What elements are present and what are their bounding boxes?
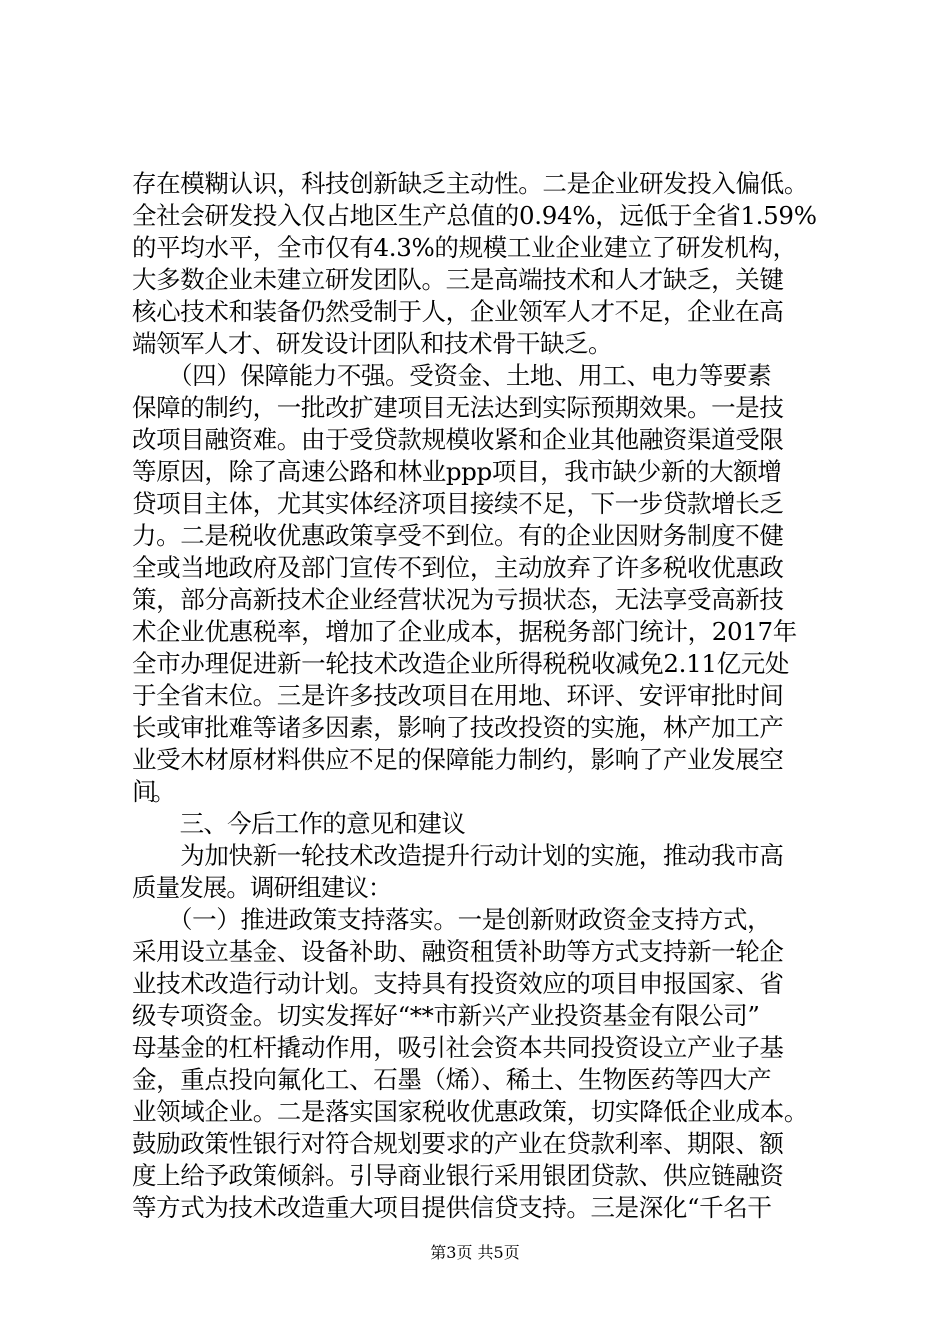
text-line: 质量发展。调研组建议： bbox=[132, 873, 392, 902]
text-line: 等方式为技术改造重大项目提供信贷支持。三是深化“千名干 bbox=[132, 1193, 772, 1222]
text-line: 鼓励政策性银行对符合规划要求的产业在贷款利率、期限、额 bbox=[132, 1129, 784, 1158]
text-line: 核心技术和装备仍然受制于人，企业领军人才不足，企业在高 bbox=[132, 297, 784, 326]
text-line: 业领域企业。二是落实国家税收优惠政策，切实降低企业成本。 bbox=[132, 1097, 808, 1126]
text-line: 长或审批难等诸多因素，影响了技改投资的实施，林产加工产 bbox=[132, 713, 784, 742]
text-line: 的平均水平，全市仅有4.3%的规模工业企业建立了研发机构， bbox=[132, 233, 797, 262]
text-line: 度上给予政策倾斜。引导商业银行采用银团贷款、供应链融资 bbox=[132, 1161, 784, 1190]
text-line: 级专项资金。切实发挥好“**市新兴产业投资基金有限公司” bbox=[132, 1001, 760, 1030]
text-line: 为加快新一轮技术改造提升行动计划的实施，推动我市高 bbox=[132, 841, 784, 870]
text-line: 业技术改造行动计划。支持具有投资效应的项目申报国家、省 bbox=[132, 969, 784, 998]
text-line: 保障的制约，一批改扩建项目无法达到实际预期效果。一是技 bbox=[132, 393, 784, 422]
text-line: 改项目融资难。由于受贷款规模收紧和企业其他融资渠道受限 bbox=[132, 425, 784, 454]
page-footer: 第3页 共5页 bbox=[430, 1243, 520, 1262]
text-line: 于全省末位。三是许多技改项目在用地、环评、安评审批时间 bbox=[132, 681, 784, 710]
text-line: 全社会研发投入仅占地区生产总值的0.94%，远低于全省1.59% bbox=[132, 201, 817, 230]
text-line: 母基金的杠杆撬动作用，吸引社会资本共同投资设立产业子基 bbox=[132, 1033, 784, 1062]
text-line: 金，重点投向氟化工、石墨（烯）、稀土、生物医药等四大产 bbox=[132, 1065, 772, 1094]
text-line: （四）保障能力不强。受资金、土地、用工、电力等要素 bbox=[132, 361, 772, 390]
text-line: 贷项目主体，尤其实体经济项目接续不足，下一步贷款增长乏 bbox=[132, 489, 784, 518]
text-line: 端领军人才、研发设计团队和技术骨干缺乏。 bbox=[132, 329, 612, 358]
text-line: 术企业优惠税率，增加了企业成本，据税务部门统计，2017年 bbox=[132, 617, 797, 646]
text-line: 业受木材原材料供应不足的保障能力制约，影响了产业发展空 bbox=[132, 745, 784, 774]
text-line: （一）推进政策支持落实。一是创新财政资金支持方式， bbox=[132, 905, 772, 934]
text-line: 采用设立基金、设备补助、融资租赁补助等方式支持新一轮企 bbox=[132, 937, 784, 966]
text-line: 存在模糊认识，科技创新缺乏主动性。二是企业研发投入偏低。 bbox=[132, 169, 808, 198]
text-line: 三、今后工作的意见和建议 bbox=[132, 809, 465, 838]
text-line: 间。 bbox=[132, 777, 171, 806]
text-line: 策，部分高新技术企业经营状况为亏损状态，无法享受高新技 bbox=[132, 585, 784, 614]
text-line: 全市办理促进新一轮技术改造企业所得税税收减免2.11亿元处 bbox=[132, 649, 790, 678]
text-line: 大多数企业未建立研发团队。三是高端技术和人才缺乏，关键 bbox=[132, 265, 784, 294]
text-line: 力。二是税收优惠政策享受不到位。有的企业因财务制度不健 bbox=[132, 521, 784, 550]
text-line: 等原因，除了高速公路和林业ppp项目，我市缺少新的大额增 bbox=[132, 457, 782, 486]
text-line: 全或当地政府及部门宣传不到位，主动放弃了许多税收优惠政 bbox=[132, 553, 784, 582]
